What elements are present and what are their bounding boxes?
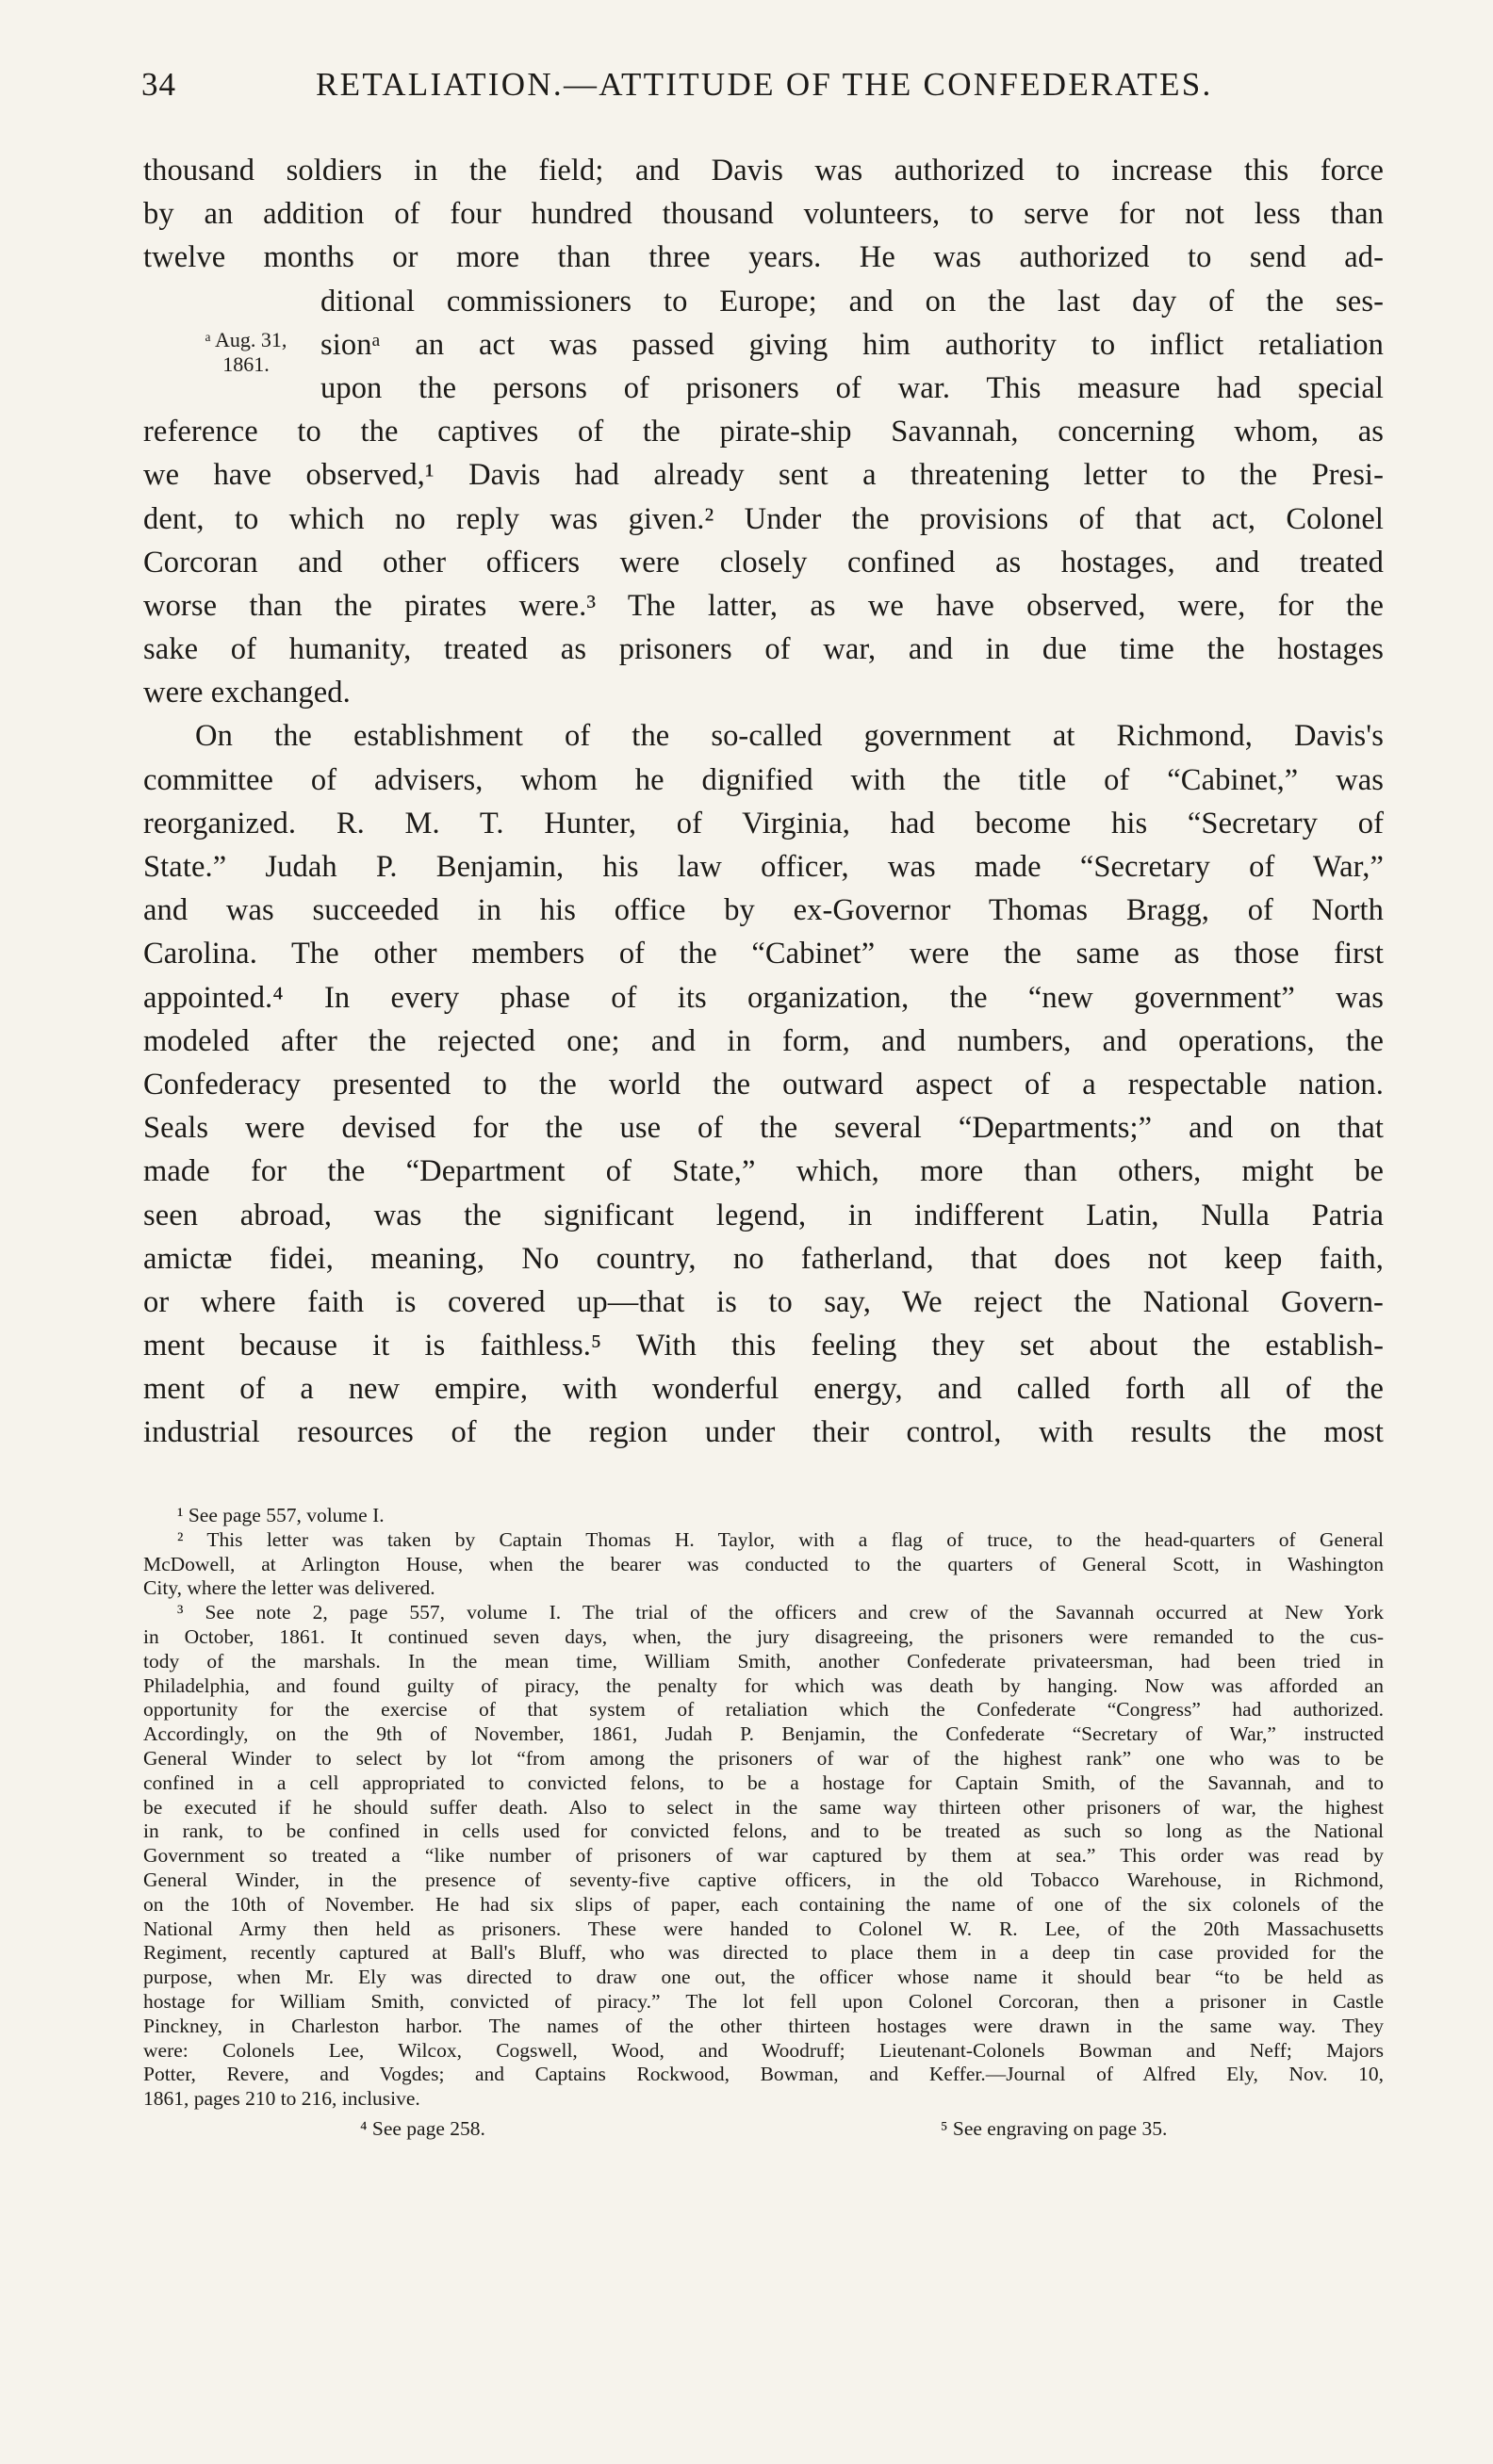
footnote-line: McDowell, at Arlington House, when the bearer was conducted to the quarters of General Scott, in Washington bbox=[143, 1552, 1384, 1575]
footnote-line: purpose, when Mr. Ely was directed to draw one out, the officer whose name it should bear “to be held as bbox=[143, 1966, 1384, 1989]
body-line: reorganized. R. M. T. Hunter, of Virginia, had become his “Secretary of bbox=[143, 806, 1384, 840]
footnote-line: Philadelphia, and found guilty of piracy, the penalty for which was death by hanging. Now was afforded an bbox=[143, 1673, 1384, 1697]
body-line: industrial resources of the region under their control, with results the most bbox=[143, 1415, 1384, 1450]
footnote-line: City, where the letter was delivered. bbox=[143, 1576, 435, 1600]
footnote-line: Potter, Revere, and Vogdes; and Captains Rockwood, Bowman, and Keffer.—Journal of Alfred Ely, Nov. 10, bbox=[143, 2063, 1384, 2086]
body-line: ment of a new empire, with wonderful energy, and called forth all of the bbox=[143, 1372, 1384, 1407]
page-number: 34 bbox=[141, 66, 176, 103]
body-line: were exchanged. bbox=[143, 676, 351, 710]
running-head bbox=[141, 66, 1367, 113]
body-line: amictæ fidei, meaning, No country, no fatherland, that does not keep faith, bbox=[143, 1241, 1384, 1276]
body-line: Seals were devised for the use of the several “Departments;” and on that bbox=[143, 1111, 1384, 1146]
body-line: modeled after the rejected one; and in form, and numbers, and operations, the bbox=[143, 1023, 1384, 1058]
body-line: thousand soldiers in the field; and Davis was authorized to increase this force bbox=[143, 154, 1384, 188]
body-line: by an addition of four hundred thousand volunteers, to serve for not less than bbox=[143, 197, 1384, 232]
footnote-line: Government so treated a “like number of prisoners of war captured by them at sea.” This order was read by bbox=[143, 1844, 1384, 1868]
body-line: worse than the pirates were.³ The latter, as we have observed, were, for the bbox=[143, 588, 1384, 623]
body-line: sake of humanity, treated as prisoners of war, and in due time the hostages bbox=[143, 632, 1384, 667]
footnotes bbox=[143, 1504, 1384, 2149]
body-line: Carolina. The other members of the “Cabinet” were the same as those first bbox=[143, 937, 1384, 971]
body-line: dent, to which no reply was given.² Under the provisions of that act, Colonel bbox=[143, 501, 1384, 536]
footnote-line: confined in a cell appropriated to convicted felons, to be a hostage for Captain Smith, of the Savannah, and to bbox=[143, 1770, 1384, 1794]
body-line: Confederacy presented to the world the outward aspect of a respectable nation. bbox=[143, 1067, 1384, 1101]
footnote-line: General Winder to select by lot “from among the prisoners of war of the highest rank” one who was to be bbox=[143, 1746, 1384, 1770]
footnote-line: Accordingly, on the 9th of November, 1861, Judah P. Benjamin, the Confederate “Secretary of War,” instructed bbox=[143, 1722, 1384, 1746]
footnote-line: Pinckney, in Charleston harbor. The names of the other thirteen hostages were drawn in the same way. They bbox=[143, 2014, 1384, 2037]
footnote-line: hostage for William Smith, convicted of piracy.” The lot fell upon Colonel Corcoran, then a prisoner in Castle bbox=[143, 1989, 1384, 2013]
body-line: On the establishment of the so-called government at Richmond, Davis's bbox=[195, 719, 1384, 754]
body-line: ditional commissioners to Europe; and on the last day of the ses- bbox=[320, 284, 1384, 318]
footnote-line: in October, 1861. It continued seven days, when, the jury disagreeing, the prisoners were remanded to the cus- bbox=[143, 1624, 1384, 1648]
body-text bbox=[143, 149, 1384, 1455]
footnote-line: in rank, to be confined in cells used for convicted felons, and to be treated as such so long as the National bbox=[143, 1819, 1384, 1843]
footnote-line: 1861, pages 210 to 216, inclusive. bbox=[143, 2087, 420, 2111]
body-line: upon the persons of prisoners of war. This measure had special bbox=[320, 370, 1384, 405]
footnote-line: on the 10th of November. He had six slips of paper, each containing the name of one of the six colonels of the bbox=[143, 1892, 1384, 1916]
body-line: twelve months or more than three years. He was authorized to send ad- bbox=[143, 240, 1384, 275]
footnote-line: Regiment, recently captured at Ball's Bluff, who was directed to place them in a deep tin case provided for the bbox=[143, 1941, 1384, 1965]
footnote-5: ⁵ See engraving on page 35. bbox=[941, 2116, 1168, 2140]
body-line: or where faith is covered up—that is to say, We reject the National Govern- bbox=[143, 1284, 1384, 1319]
footnote-line: be executed if he should suffer death. Also to select in the same way thirteen other prisoners of war, the highest bbox=[143, 1795, 1384, 1819]
body-line: ment because it is faithless.⁵ With this feeling they set about the establish- bbox=[143, 1329, 1384, 1363]
footnote-pair bbox=[143, 2117, 1384, 2149]
body-line: appointed.⁴ In every phase of its organization, the “new government” was bbox=[143, 980, 1384, 1015]
body-line: made for the “Department of State,” which, more than others, might be bbox=[143, 1154, 1384, 1189]
footnote-line: General Winder, in the presence of seventy-five captive officers, in the old Tobacco Warehouse, in Richmond, bbox=[143, 1868, 1384, 1891]
body-line: we have observed,¹ Davis had already sent a threatening letter to the Presi- bbox=[143, 458, 1384, 493]
margin-note-line: ᵃ Aug. 31, bbox=[205, 328, 287, 351]
running-title: RETALIATION.—ATTITUDE OF THE CONFEDERATES. bbox=[316, 66, 1213, 103]
body-line: seen abroad, was the significant legend, in indifferent Latin, Nulla Patria bbox=[143, 1198, 1384, 1232]
margin-note-line: 1861. bbox=[222, 352, 270, 376]
footnote-2 bbox=[143, 1528, 1384, 1601]
body-line: and was succeeded in his office by ex-Governor Thomas Bragg, of North bbox=[143, 893, 1384, 928]
footnote-line: National Army then held as prisoners. These were handed to Colonel W. R. Lee, of the 20th Massachusetts bbox=[143, 1917, 1384, 1940]
body-line: sionᵃ an act was passed giving him authority to inflict retaliation bbox=[320, 327, 1384, 362]
footnote-line: tody of the marshals. In the mean time, William Smith, another Confederate privateersman, had been tried in bbox=[143, 1649, 1384, 1673]
footnote-line: were: Colonels Lee, Wilcox, Cogswell, Wood, and Woodruff; Lieutenant-Colonels Bowman and Neff; Majors bbox=[143, 2038, 1384, 2062]
footnote-4: ⁴ See page 258. bbox=[360, 2116, 485, 2140]
footnote-line: opportunity for the exercise of that system of retaliation which the Confederate “Congress” had authorized. bbox=[143, 1698, 1384, 1722]
footnote-line: ¹ See page 557, volume I. bbox=[177, 1504, 385, 1526]
body-line: reference to the captives of the pirate-ship Savannah, concerning whom, as bbox=[143, 415, 1384, 449]
body-line: Corcoran and other officers were closely confined as hostages, and treated bbox=[143, 545, 1384, 579]
footnote-1 bbox=[143, 1504, 1384, 1528]
body-line: committee of advisers, whom he dignified with the title of “Cabinet,” was bbox=[143, 762, 1384, 797]
body-line: State.” Judah P. Benjamin, his law officer, was made “Secretary of War,” bbox=[143, 850, 1384, 884]
footnote-line: ³ See note 2, page 557, volume I. The trial of the officers and crew of the Savannah occurred at New York bbox=[177, 1601, 1384, 1624]
footnote-line: ² This letter was taken by Captain Thomas H. Taylor, with a flag of truce, to the head-quarters of General bbox=[177, 1527, 1384, 1551]
footnote-3 bbox=[143, 1601, 1384, 2112]
